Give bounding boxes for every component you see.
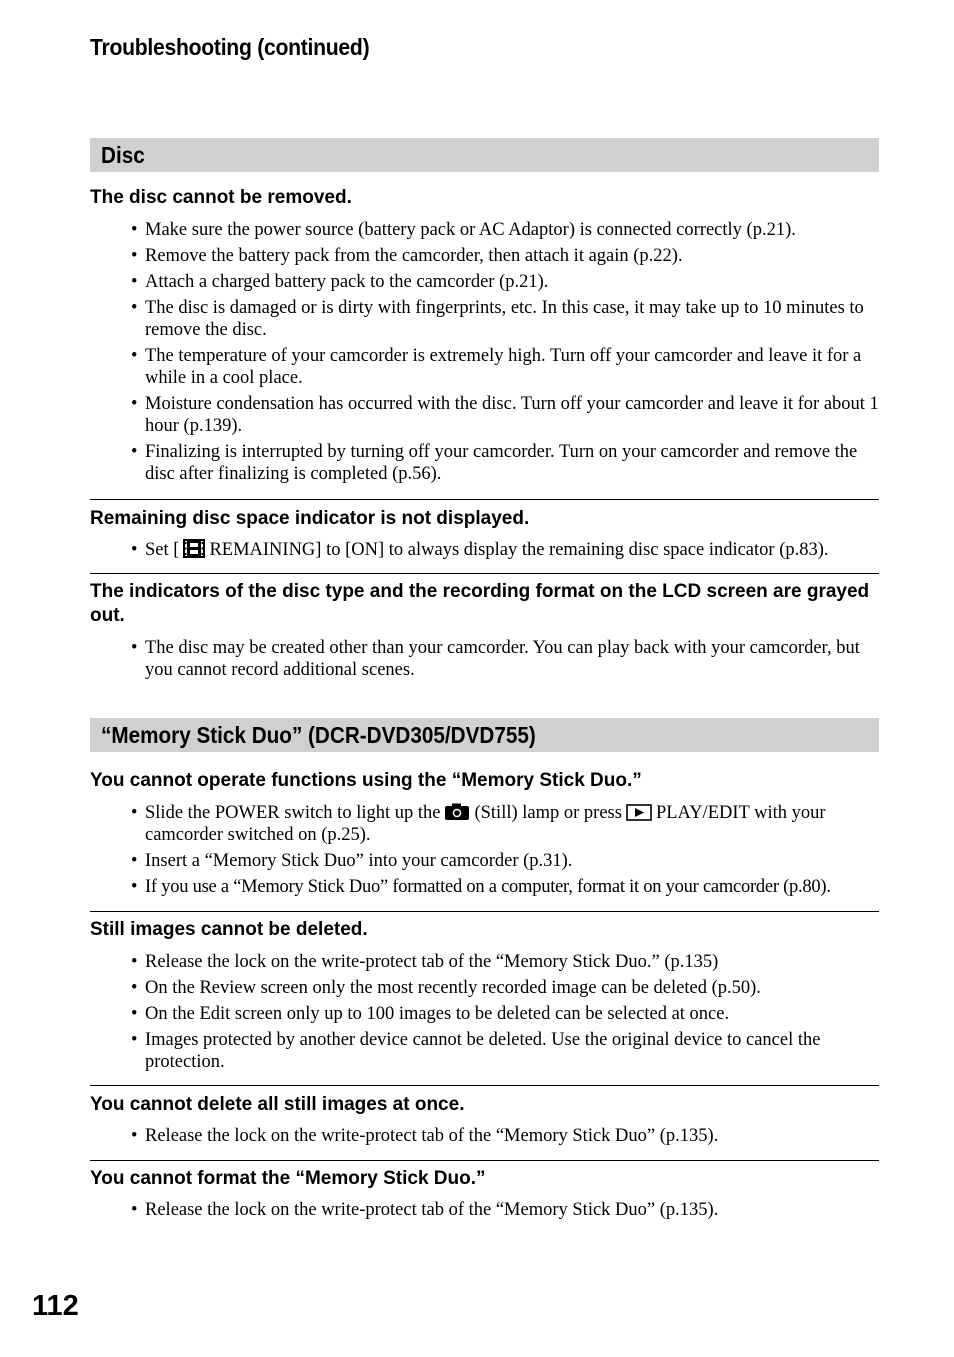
topic-heading: You cannot operate functions using the “Memory Stick Duo.”	[90, 770, 642, 791]
divider	[90, 1160, 879, 1161]
topic-heading: The indicators of the disc type and the recording format on the LCD screen are grayed out.	[90, 581, 870, 626]
topic-list	[90, 951, 879, 1077]
divider	[90, 1085, 879, 1086]
list-item: • On the Edit screen only up to 100 images to be deleted can be selected at once.	[90, 1003, 879, 1025]
divider	[90, 499, 879, 500]
page-number: 112	[32, 1290, 79, 1322]
list-item: • Insert a “Memory Stick Duo” into your camcorder (p.31).	[90, 850, 879, 872]
topic-list	[90, 1199, 879, 1225]
topic-list	[90, 539, 879, 565]
list-item: • Set [ REMAINING] to [ON] to always display the remaining disc space indicator (p.83).	[90, 539, 879, 561]
page-header: Troubleshooting (continued)	[90, 34, 370, 60]
list-item: • The disc may be created other than your camcorder. You can play back with your camcorder, but you cannot record additional scenes.	[90, 637, 879, 681]
divider	[90, 573, 879, 574]
topic-list	[90, 802, 879, 902]
topic-heading: The disc cannot be removed.	[90, 187, 352, 208]
play-icon	[626, 804, 652, 821]
list-item: • Release the lock on the write-protect tab of the “Memory Stick Duo” (p.135).	[90, 1125, 879, 1147]
list-item: • The disc is damaged or is dirty with fingerprints, etc. In this case, it may take up to 10 minutes to remove the disc.	[90, 297, 879, 341]
list-item: • Release the lock on the write-protect tab of the “Memory Stick Duo” (p.135).	[90, 1199, 879, 1221]
topic-heading: You cannot format the “Memory Stick Duo.”	[90, 1168, 486, 1189]
divider	[90, 911, 879, 912]
list-item: • Images protected by another device cannot be deleted. Use the original device to cancel the protection.	[90, 1029, 879, 1073]
list-item: • The temperature of your camcorder is extremely high. Turn off your camcorder and leave it for a while in a cool place.	[90, 345, 879, 389]
section-title-memory-stick: “Memory Stick Duo” (DCR-DVD305/DVD755)	[90, 718, 879, 752]
topic-list	[90, 1125, 879, 1151]
camera-icon	[444, 803, 470, 821]
list-item: • Slide the POWER switch to light up the (Still) lamp or press PLAY/EDIT with your camcorder switched on (p.25).	[90, 802, 879, 846]
topic-heading: Remaining disc space indicator is not displayed.	[90, 508, 530, 529]
section-title-disc: Disc	[90, 138, 879, 172]
list-item: • Remove the battery pack from the camcorder, then attach it again (p.22).	[90, 245, 879, 267]
list-item: • On the Review screen only the most recently recorded image can be deleted (p.50).	[90, 977, 879, 999]
list-item: • Release the lock on the write-protect tab of the “Memory Stick Duo.” (p.135)	[90, 951, 879, 973]
topic-heading: You cannot delete all still images at once.	[90, 1094, 465, 1115]
list-item: • Finalizing is interrupted by turning off your camcorder. Turn on your camcorder and remove the disc after finalizing is completed (p.56).	[90, 441, 879, 485]
film-strip-icon	[183, 539, 205, 558]
list-item: • Attach a charged battery pack to the camcorder (p.21).	[90, 271, 879, 293]
topic-heading: Still images cannot be deleted.	[90, 919, 368, 940]
list-item: • Moisture condensation has occurred with the disc. Turn off your camcorder and leave it for about 1 hour (p.139).	[90, 393, 879, 437]
list-item: • If you use a “Memory Stick Duo” formatted on a computer, format it on your camcorder (p.80).	[90, 876, 879, 898]
topic-list	[90, 219, 879, 489]
list-item: • Make sure the power source (battery pack or AC Adaptor) is connected correctly (p.21).	[90, 219, 879, 241]
topic-list	[90, 637, 879, 685]
